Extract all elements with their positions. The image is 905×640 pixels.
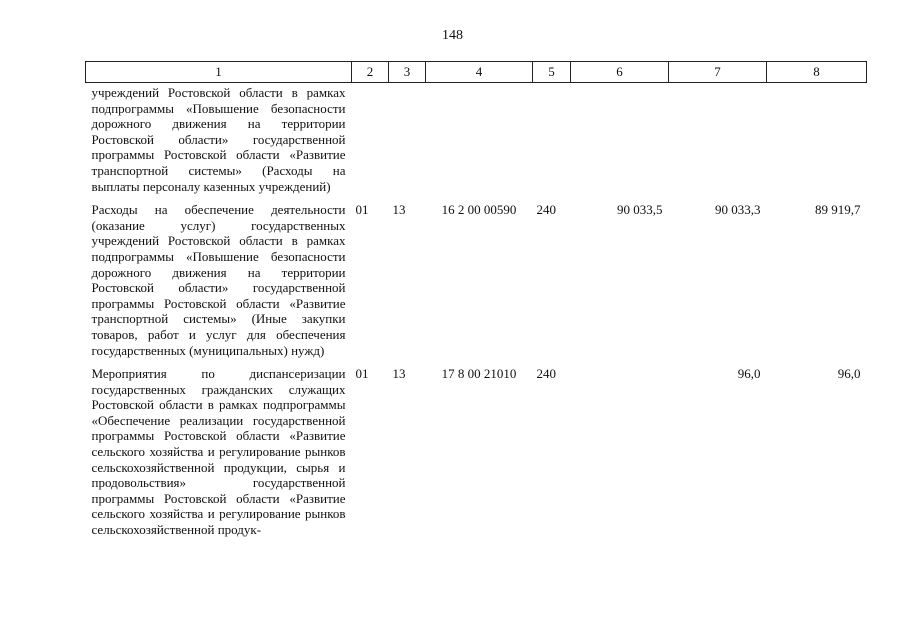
page-number: 148 <box>442 28 463 43</box>
row-value-6 <box>571 364 669 544</box>
row-section: 01 <box>355 366 369 382</box>
table-row <box>86 83 867 201</box>
row-expense-type: 240 <box>536 366 556 382</box>
row-value-6 <box>571 83 669 201</box>
row-value-7: 96,0 <box>737 366 761 382</box>
header-cell-2: 2 <box>352 62 389 83</box>
row-description: учреждений Ростовской области в рамках подпрограммы «Повышение безопасности дорожного движения на территории Ростовской области» государственной программы Ростовской области «Развитие транспортной системы» (Расходы на выплаты персоналу казенных учреждений) <box>91 85 346 194</box>
row-target-code: 17 8 00 21010 <box>441 366 517 382</box>
row-value-7: 90 033,3 <box>715 202 761 218</box>
header-cell-1: 1 <box>86 62 352 83</box>
row-description: Мероприятия по диспансеризации государственных гражданских служащих Ростовской области в рамках подпрограммы «Обеспечение реализации государственной программы Ростовской области «Развитие сельского хозяйства и регулирование рынков сельскохозяйственной продукции, сырья и продовольствия» государственной программы Ростовской области «Развитие сельского хозяйства и регулирование рынков сельскохозяйственной продук- <box>91 366 346 538</box>
row-subsection: 13 <box>392 202 406 218</box>
row-value-7 <box>669 83 767 201</box>
header-cell-5: 5 <box>533 62 571 83</box>
header-cell-3: 3 <box>389 62 426 83</box>
row-target-code: 16 2 00 00590 <box>441 202 517 218</box>
header-cell-7: 7 <box>669 62 767 83</box>
table-row <box>86 200 867 364</box>
row-section <box>352 83 389 201</box>
header-cell-6: 6 <box>571 62 669 83</box>
row-value-8 <box>767 83 867 201</box>
row-expense-type <box>533 83 571 201</box>
row-value-6: 90 033,5 <box>617 202 663 218</box>
row-subsection <box>389 83 426 201</box>
header-cell-4: 4 <box>426 62 533 83</box>
row-value-8: 96,0 <box>837 366 861 382</box>
row-expense-type: 240 <box>536 202 556 218</box>
header-cell-8: 8 <box>767 62 867 83</box>
budget-table <box>85 61 867 544</box>
row-subsection: 13 <box>392 366 406 382</box>
row-value-8: 89 919,7 <box>815 202 861 218</box>
row-description: Расходы на обеспечение деятельности (оказание услуг) государственных учреждений Ростовской области в рамках подпрограммы «Повышение безопасности дорожного движения на территории Ростовской области» государственной программы Ростовской области «Развитие транспортной системы» (Иные закупки товаров, работ и услуг для обеспечения государственных (муниципальных) нужд) <box>91 202 346 358</box>
row-target-code <box>426 83 533 201</box>
header-row <box>86 62 867 83</box>
row-section: 01 <box>355 202 369 218</box>
table-row <box>86 364 867 544</box>
